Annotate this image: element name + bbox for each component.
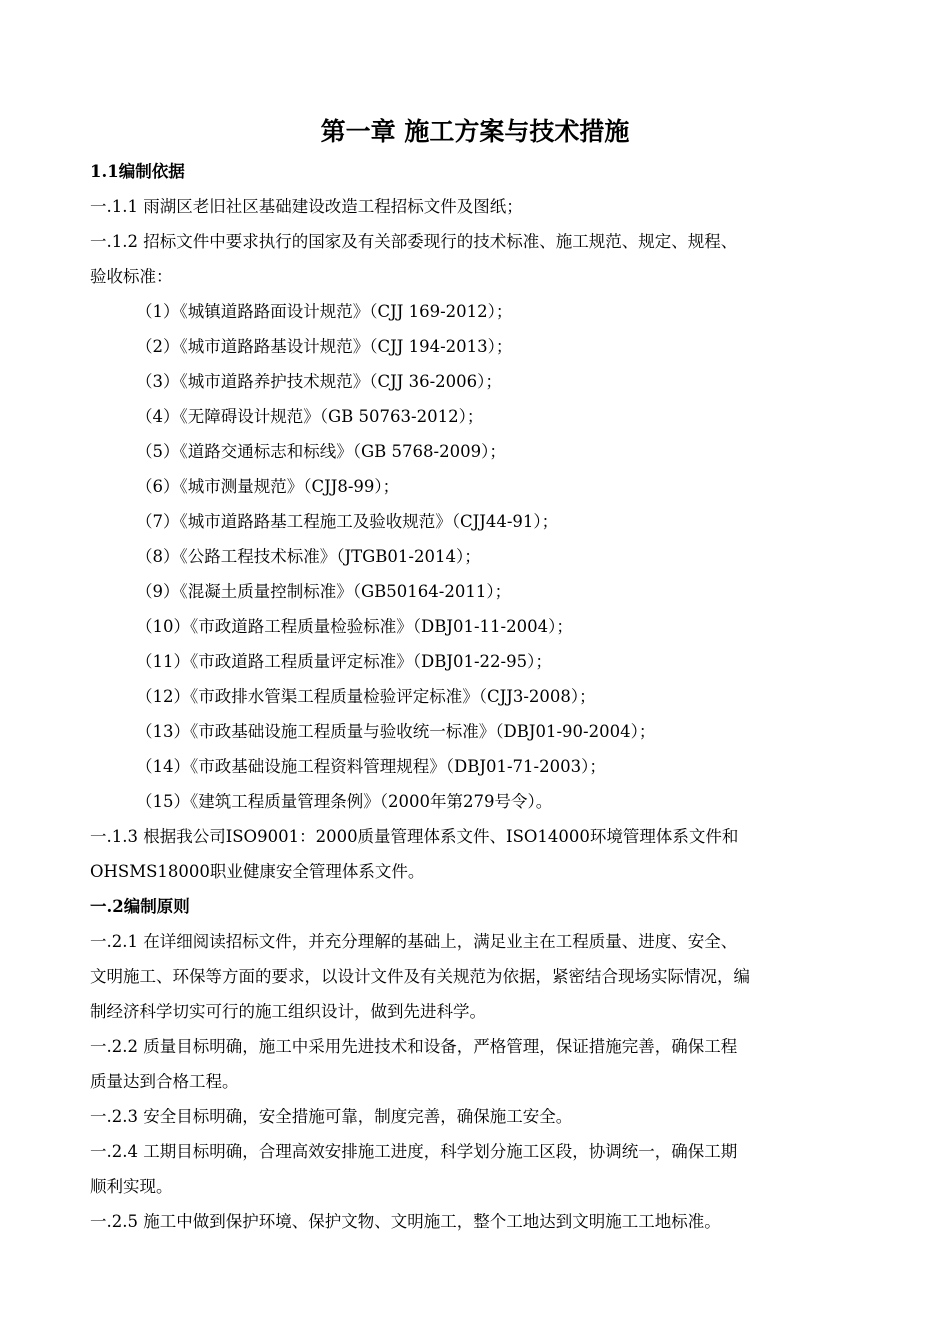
paragraph-1-1-3-line1: 一.1.3 根据我公司ISO9001：2000质量管理体系文件、ISO14000环境管理体系文件和 <box>90 827 739 846</box>
reference-item: （4）《无障碍设计规范》（GB 50763-2012）； <box>136 407 484 426</box>
paragraph-1-2-1-line3: 制经济科学切实可行的施工组织设计，做到先进科学。 <box>90 1002 486 1021</box>
paragraph-1-2-1-line2: 文明施工、环保等方面的要求，以设计文件及有关规范为依据，紧密结合现场实际情况，编 <box>90 967 750 986</box>
reference-item: （9）《混凝土质量控制标准》（GB50164-2011）； <box>136 582 512 601</box>
reference-item: （15）《建筑工程质量管理条例》（2000年第279号令）。 <box>136 792 553 811</box>
reference-item: （13）《市政基础设施工程质量与验收统一标准》（DBJ01-90-2004）； <box>136 722 656 741</box>
reference-item: （11）《市政道路工程质量评定标准》（DBJ01-22-95）； <box>136 652 552 671</box>
reference-item: （3）《城市道路养护技术规范》（CJJ 36-2006）； <box>136 372 502 391</box>
paragraph-1-2-5: 一.2.5 施工中做到保护环境、保护文物、文明施工，整个工地达到文明施工工地标准。 <box>90 1212 721 1231</box>
paragraph-1-2-1-line1: 一.2.1 在详细阅读招标文件，并充分理解的基础上，满足业主在工程质量、进度、安全、 <box>90 932 738 951</box>
reference-item: （12）《市政排水管渠工程质量检验评定标准》（CJJ3-2008）； <box>136 687 596 706</box>
paragraph-1-2-3: 一.2.3 安全目标明确，安全措施可靠，制度完善，确保施工安全。 <box>90 1107 573 1126</box>
paragraph-1-1-3-line2: OHSMS18000职业健康安全管理体系文件。 <box>90 862 425 881</box>
reference-item: （5）《道路交通标志和标线》（GB 5768-2009）； <box>136 442 506 461</box>
paragraph-1-1-2-line1: 一.1.2 招标文件中要求执行的国家及有关部委现行的技术标准、施工规范、规定、规程、 <box>90 232 738 251</box>
reference-item: （7）《城市道路路基工程施工及验收规范》（CJJ44-91）； <box>136 512 559 531</box>
section-heading-1-1: 1.1编制依据 <box>90 162 185 181</box>
section-heading-1-2: 一.2编制原则 <box>90 897 190 916</box>
paragraph-1-2-4-line1: 一.2.4 工期目标明确，合理高效安排施工进度，科学划分施工区段，协调统一，确保工期 <box>90 1142 738 1161</box>
reference-item: （14）《市政基础设施工程资料管理规程》（DBJ01-71-2003）； <box>136 757 606 776</box>
reference-item: （8）《公路工程技术标准》（JTGB01-2014）； <box>136 547 481 566</box>
reference-item: （2）《城市道路路基设计规范》（CJJ 194-2013）； <box>136 337 513 356</box>
reference-item: （1）《城镇道路路面设计规范》（CJJ 169-2012）； <box>136 302 513 321</box>
reference-item: （10）《市政道路工程质量检验标准》（DBJ01-11-2004）； <box>136 617 573 636</box>
paragraph-1-2-4-line2: 顺利实现。 <box>90 1177 173 1196</box>
paragraph-1-1-1: 一.1.1 雨湖区老旧社区基础建设改造工程招标文件及图纸； <box>90 197 523 216</box>
chapter-title: 第一章 施工方案与技术措施 <box>320 117 630 146</box>
reference-item: （6）《城市测量规范》（CJJ8-99）； <box>136 477 400 496</box>
document-body <box>90 154 862 1239</box>
paragraph-1-2-2-line1: 一.2.2 质量目标明确，施工中采用先进技术和设备，严格管理，保证措施完善，确保工程 <box>90 1037 738 1056</box>
paragraph-1-2-2-line2: 质量达到合格工程。 <box>90 1072 239 1091</box>
paragraph-1-1-2-line2: 验收标准： <box>90 267 173 286</box>
